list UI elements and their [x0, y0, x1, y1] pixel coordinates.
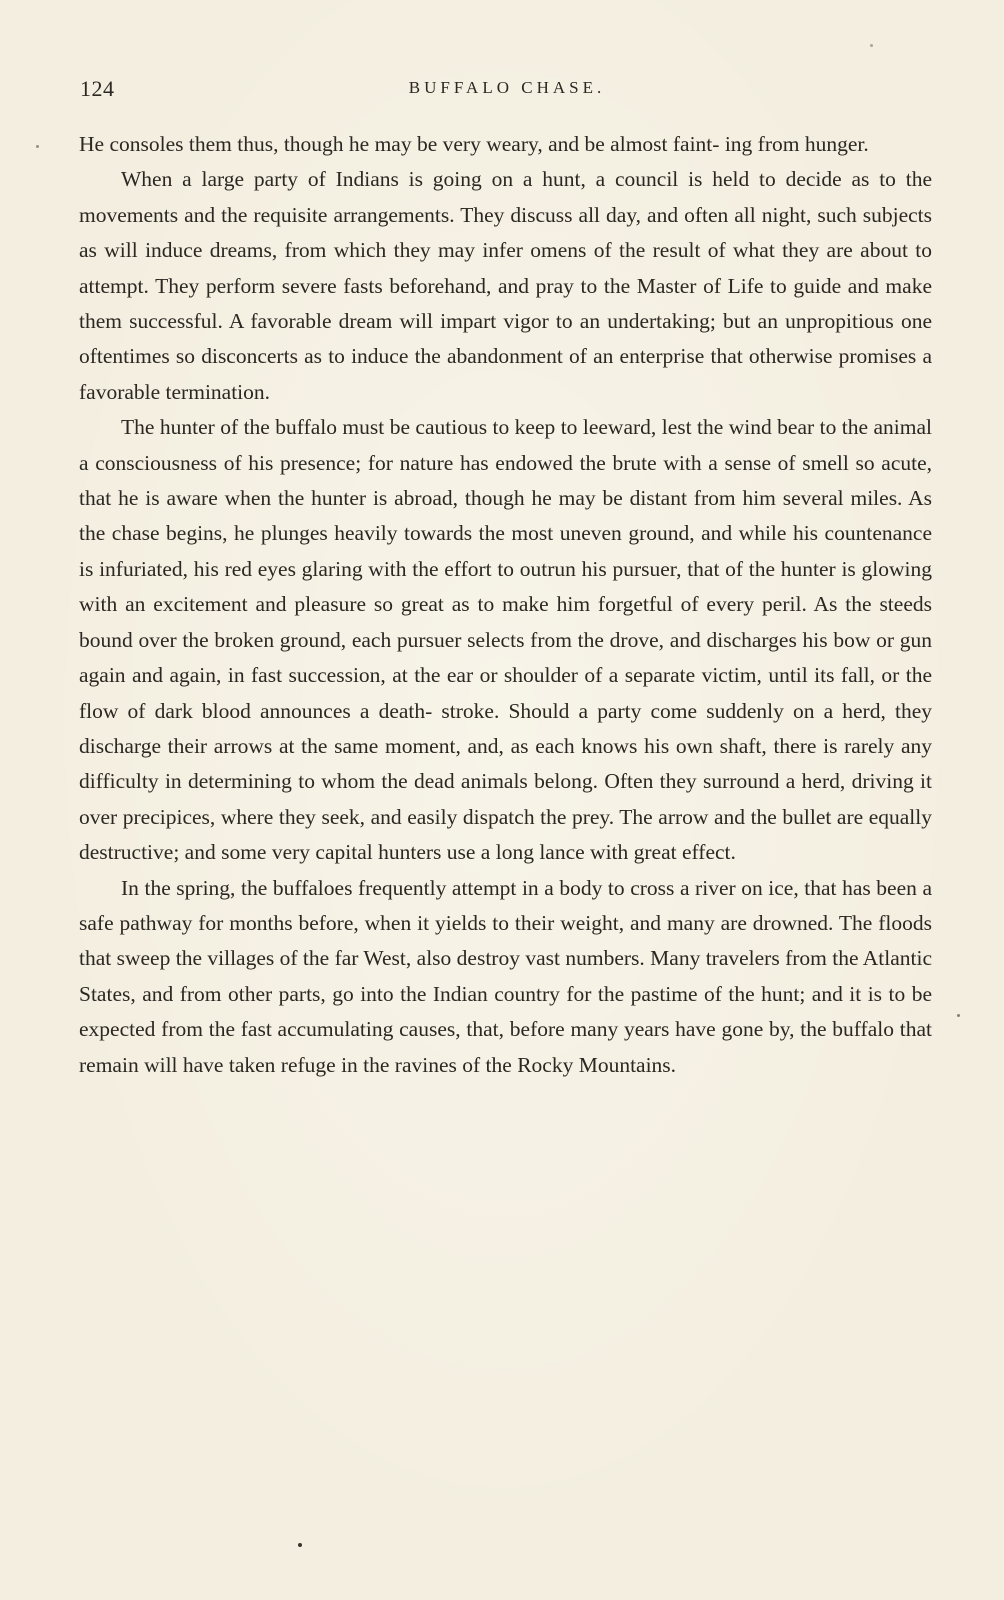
page-header: [80, 70, 934, 110]
page-number: 124: [80, 76, 115, 101]
ink-speck: [298, 1543, 302, 1547]
running-title: BUFFALO CHASE.: [408, 78, 606, 97]
paragraph-council: When a large party of Indians is going on a hunt, a council is held to decide as to the movements and the requisite arrangements. They discuss all day, and often all night, such subjects as will induce dreams, from which they may infer omens of the result of what they are about to attempt. They perform severe fasts beforehand, and pray to the Master of Life to guide and make them successful. A favorable dream will impart vigor to an undertaking; but an unpropitious one oftentimes so disconcerts as to induce the abandonment of an enterprise that otherwise promises a favorable termination.: [79, 167, 932, 404]
ink-speck: [870, 44, 873, 47]
ink-speck: [36, 145, 39, 148]
paragraph-continued: He consoles them thus, though he may be very weary, and be almost faint- ing from hunger.: [79, 132, 869, 156]
paragraph-spring: In the spring, the buffaloes frequently attempt in a body to cross a river on ice, that has been a safe pathway for months before, when it yields to their weight, and many are drowned. The floods that sweep the villages of the far West, also destroy vast numbers. Many travelers from the Atlantic States, and from other parts, go into the Indian country for the pastime of the hunt; and it is to be expected from the fast accumulating causes, that, before many years have gone by, the buffalo that remain will have taken refuge in the ravines of the Rocky Mountains.: [79, 875, 932, 1077]
page-body: [79, 127, 932, 1083]
paragraph-hunter: The hunter of the buffalo must be cautious to keep to leeward, lest the wind bear to the animal a consciousness of his presence; for nature has endowed the brute with a sense of smell so acute, that he is aware when the hunter is abroad, though he may be distant from him several miles. As the chase begins, he plunges heavily towards the most uneven ground, and while his countenance is infuriated, his red eyes glaring with the effort to outrun his pursuer, that of the hunter is glowing with an excitement and pleasure so great as to make him forgetful of every peril. As the steeds bound over the broken ground, each pursuer selects from the drove, and discharges his bow or gun again and again, in fast succession, at the ear or shoulder of a separate victim, until its fall, or the flow of dark blood announces a death- stroke. Should a party come suddenly on a herd, they discharge their arrows at the same moment, and, as each knows his own shaft, there is rarely any difficulty in determining to whom the dead animals belong. Often they surround a herd, driving it over precipices, where they seek, and easily dispatch the prey. The arrow and the bullet are equally destructive; and some very capital hunters use a long lance with great effect.: [79, 415, 932, 865]
ink-speck: [957, 1014, 960, 1017]
